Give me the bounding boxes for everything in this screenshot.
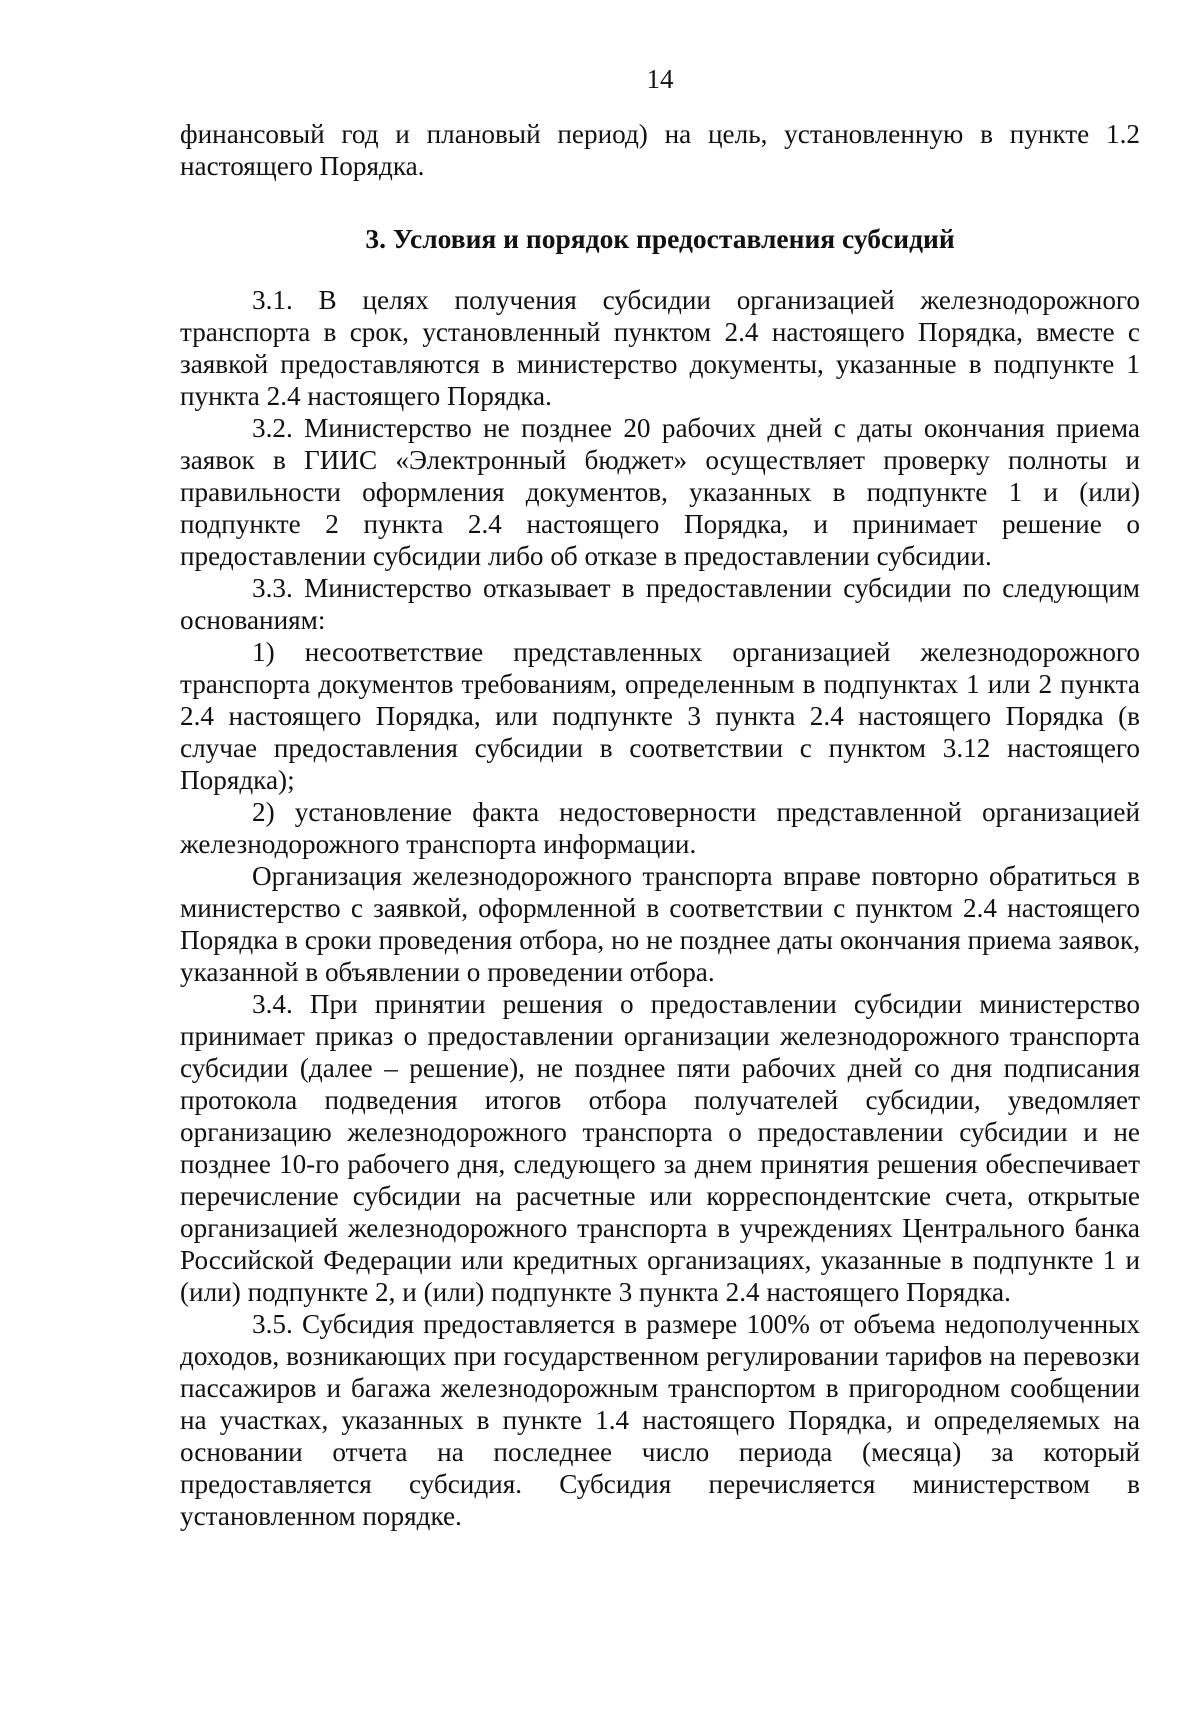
paragraph-3-2: 3.2. Министерство не позднее 20 рабочих дней с даты окончания приема заявок в ГИИС «Электронный бюджет» осуществляет проверку полноты и правильности оформления документов, указанных в подпункте 1 и (или) подпункте 2 пункта 2.4 настоящего Порядка, и принимает решение о предоставлении субсидии либо об отказе в предоставлении субсидии. (180, 413, 1140, 571)
page-number: 14 (646, 64, 674, 94)
list-item-1: 1) несоответствие представленных организацией железнодорожного транспорта документов требованиям, определенным в подпунктах 1 или 2 пункта 2.4 настоящего Порядка, или подпункте 3 пункта 2.4 настоящего Порядка (в случае предоставления субсидии в соответствии с пунктом 3.12 настоящего Порядка); (180, 637, 1140, 795)
section-title: 3. Условия и порядок предоставления субсидий (365, 223, 955, 254)
paragraph-reapply: Организация железнодорожного транспорта вправе повторно обратиться в министерство с заявкой, оформленной в соответствии с пунктом 2.4 настоящего Порядка в сроки проведения отбора, но не позднее даты окончания приема заявок, указанной в объявлении о проведении отбора. (180, 861, 1140, 987)
paragraph-3-3: 3.3. Министерство отказывает в предоставлении субсидии по следующим основаниям: (180, 573, 1140, 635)
paragraph-3-1: 3.1. В целях получения субсидии организацией железнодорожного транспорта в срок, установленный пунктом 2.4 настоящего Порядка, вместе с заявкой предоставляются в министерство документы, указанные в подпункте 1 пункта 2.4 настоящего Порядка. (180, 285, 1140, 411)
paragraph-3-5: 3.5. Субсидия предоставляется в размере 100% от объема недополученных доходов, возникающих при государственном регулировании тарифов на перевозки пассажиров и багажа железнодорожным транспортом в пригородном сообщении на участках, указанных в пункте 1.4 настоящего Порядка, и определяемых на основании отчета на последнее число периода (месяца) за который предоставляется субсидия. Субсидия перечисляется министерством в установленном порядке. (180, 1309, 1140, 1531)
paragraph-3-4: 3.4. При принятии решения о предоставлении субсидии министерство принимает приказ о предоставлении организации железнодорожного транспорта субсидии (далее – решение), не позднее пяти рабочих дней со дня подписания протокола подведения итогов отбора получателей субсидии, уведомляет организацию железнодорожного транспорта о предоставлении субсидии и не позднее 10-го рабочего дня, следующего за днем принятия решения обеспечивает перечисление субсидии на расчетные или корреспондентские счета, открытые организацией железнодорожного транспорта в учреждениях Центрального банка Российской Федерации или кредитных организациях, указанные в подпункте 1 и (или) подпункте 2, и (или) подпункте 3 пункта 2.4 настоящего Порядка. (180, 989, 1140, 1307)
list-item-2: 2) установление факта недостоверности представленной организацией железнодорожного транспорта информации. (180, 797, 1140, 859)
document-body (180, 118, 1140, 1532)
intro-paragraph: финансовый год и плановый период) на цель, установленную в пункте 1.2 настоящего Порядка. (180, 119, 1140, 181)
